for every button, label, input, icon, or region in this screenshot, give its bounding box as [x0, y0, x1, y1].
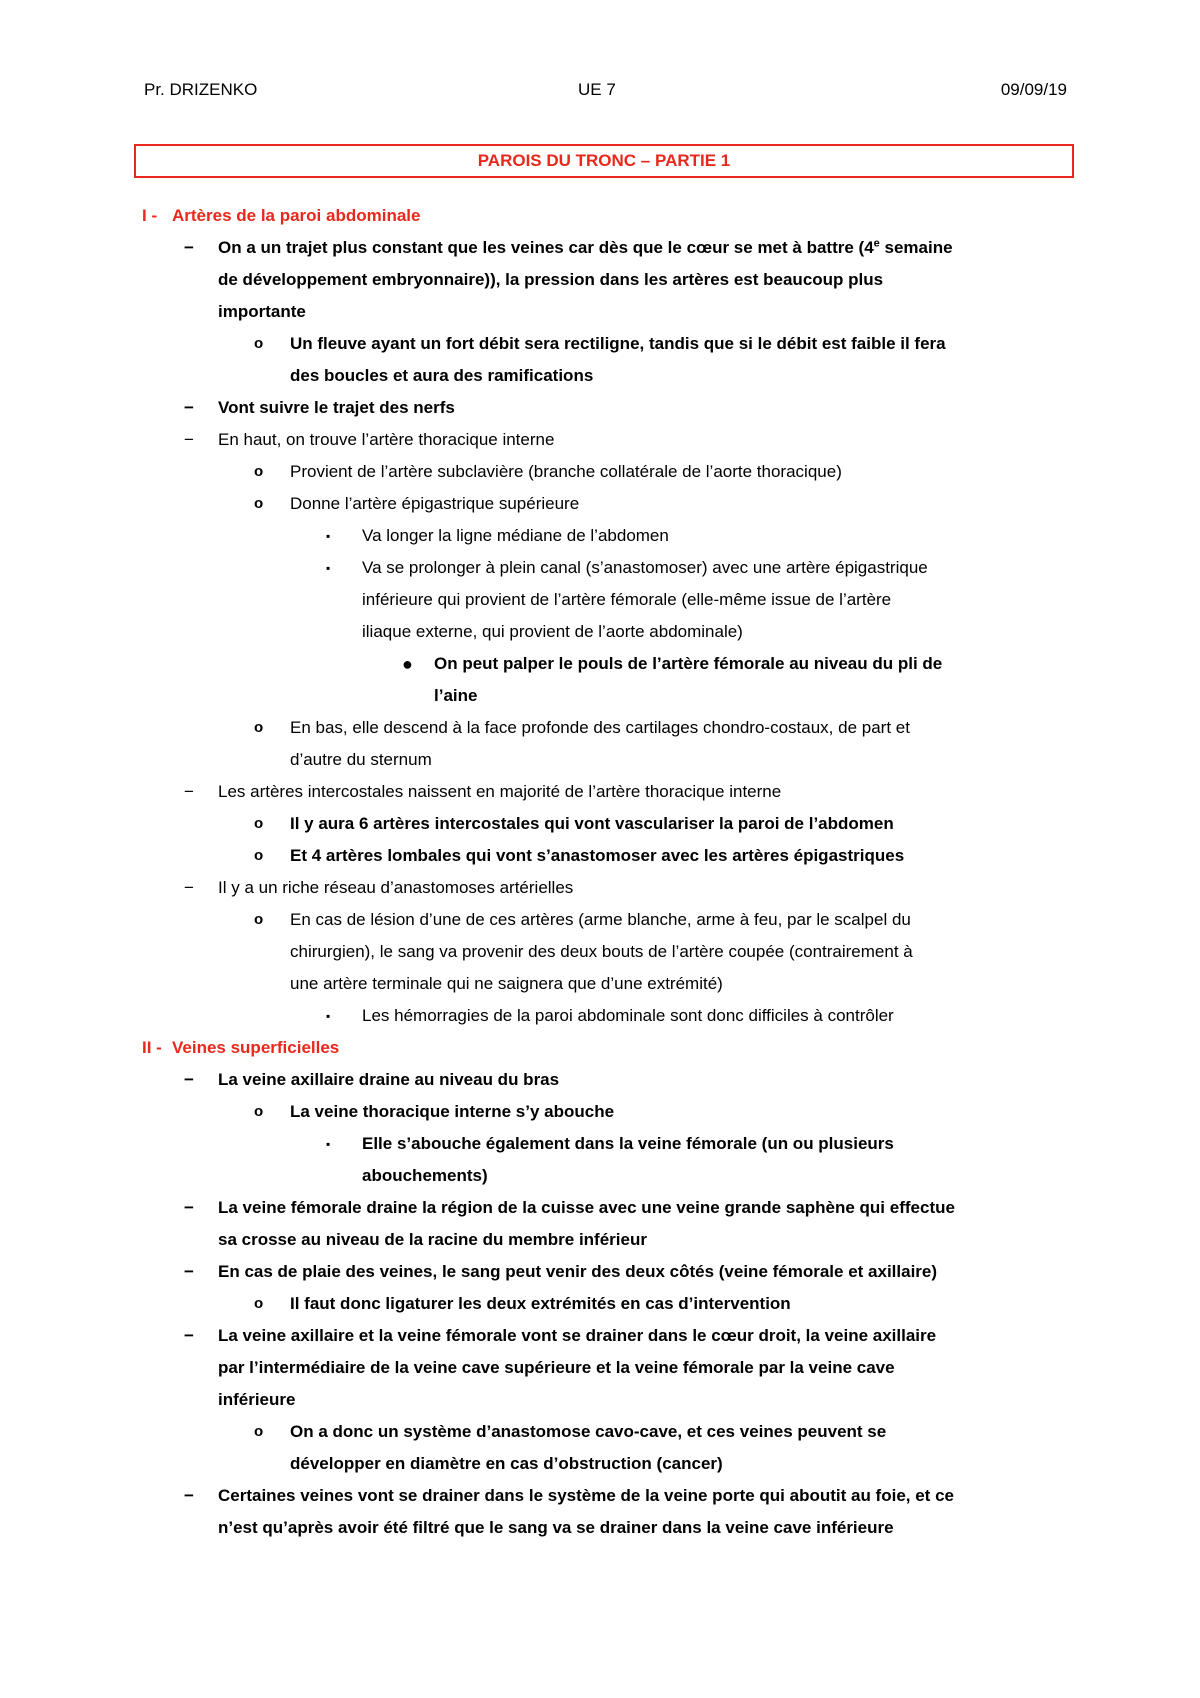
dot-bullet: ● — [402, 654, 413, 674]
list-item — [0, 1128, 1200, 1160]
item-text: Il y aura 6 artères intercostales qui vont vasculariser la paroi de l’abdomen — [290, 814, 894, 833]
item-text: On a donc un système d’anastomose cavo-cave, et ces veines peuvent se — [290, 1422, 887, 1441]
list-item — [0, 520, 1200, 552]
circle-bullet: o — [254, 1423, 264, 1440]
list-item-continuation — [0, 1160, 1200, 1192]
list-item — [0, 872, 1200, 904]
dash-bullet: − — [184, 782, 194, 801]
item-text: abouchements) — [362, 1166, 488, 1185]
item-text: La veine axillaire draine au niveau du bras — [218, 1070, 560, 1089]
list-item-continuation — [0, 1224, 1200, 1256]
item-text: d’autre du sternum — [290, 750, 432, 769]
list-item — [0, 808, 1200, 840]
item-text: inférieure — [218, 1390, 296, 1409]
list-item — [0, 1480, 1200, 1512]
list-item — [0, 1288, 1200, 1320]
item-text: de développement embryonnaire)), la pression dans les artères est beaucoup plus — [218, 270, 884, 289]
list-item — [0, 776, 1200, 808]
list-item-continuation — [0, 1448, 1200, 1480]
circle-bullet: o — [254, 1103, 264, 1120]
list-item — [0, 488, 1200, 520]
item-text: des boucles et aura des ramifications — [290, 366, 594, 385]
square-bullet: ▪ — [326, 1009, 331, 1023]
superscript: e — [873, 237, 880, 250]
item-text: Certaines veines vont se drainer dans le système de la veine porte qui aboutit au foie, et ce — [218, 1486, 954, 1505]
list-item — [0, 424, 1200, 456]
dash-bullet: − — [184, 398, 194, 417]
square-bullet: ▪ — [326, 529, 331, 543]
item-text: La veine axillaire et la veine fémorale vont se drainer dans le cœur droit, la veine axillaire — [218, 1326, 937, 1345]
circle-bullet: o — [254, 1295, 264, 1312]
item-text: Provient de l’artère subclavière (branche collatérale de l’aorte thoracique) — [290, 462, 842, 481]
item-text: Donne l’artère épigastrique supérieure — [290, 494, 580, 513]
list-item — [0, 1416, 1200, 1448]
dash-bullet: − — [184, 1198, 194, 1217]
header-date: 09/09/19 — [1000, 80, 1067, 99]
list-item-continuation — [0, 1512, 1200, 1544]
item-text: La veine thoracique interne s’y abouche — [290, 1102, 615, 1121]
item-text: En cas de lésion d’une de ces artères (arme blanche, arme à feu, par le scalpel du — [290, 910, 911, 929]
list-item-continuation — [0, 1352, 1200, 1384]
item-text: En bas, elle descend à la face profonde des cartilages chondro-costaux, de part et — [290, 718, 910, 737]
item-text: Elle s’abouche également dans la veine fémorale (un ou plusieurs — [362, 1134, 894, 1153]
dash-bullet: − — [184, 238, 194, 257]
circle-bullet: o — [254, 463, 264, 480]
list-item — [0, 392, 1200, 424]
list-item — [0, 712, 1200, 744]
header-author: Pr. DRIZENKO — [144, 80, 258, 99]
item-text: développer en diamètre en cas d’obstruction (cancer) — [290, 1454, 723, 1473]
text-part: semaine — [879, 238, 953, 257]
section-label: Artères de la paroi abdominale — [172, 206, 421, 225]
document-body — [0, 200, 1200, 1544]
list-item-continuation — [0, 264, 1200, 296]
dash-bullet: − — [184, 1326, 194, 1345]
item-text: par l’intermédiaire de la veine cave supérieure et la veine fémorale par la veine cave — [218, 1358, 895, 1377]
square-bullet: ▪ — [326, 1137, 331, 1151]
item-text: Les hémorragies de la paroi abdominale sont donc difficiles à contrôler — [362, 1006, 894, 1025]
item-text: une artère terminale qui ne saignera que d’une extrémité) — [290, 974, 723, 993]
dash-bullet: − — [184, 1486, 194, 1505]
item-text: inférieure qui provient de l’artère fémorale (elle-même issue de l’artère — [362, 590, 892, 609]
list-item — [0, 1320, 1200, 1352]
title-box — [134, 144, 1074, 178]
item-text — [218, 232, 953, 264]
list-item-continuation — [0, 744, 1200, 776]
list-item — [0, 1256, 1200, 1288]
dash-bullet: − — [184, 1262, 194, 1281]
list-item-continuation — [0, 680, 1200, 712]
item-text: Va se prolonger à plein canal (s’anastomoser) avec une artère épigastrique — [362, 558, 928, 577]
document-title: PAROIS DU TRONC – PARTIE 1 — [477, 151, 731, 170]
list-item-continuation — [0, 616, 1200, 648]
text-part: On a un trajet plus constant que les veines car dès que le cœur se met à battre (4 — [218, 238, 874, 257]
section-heading-veins — [0, 1032, 1200, 1064]
item-text: chirurgien), le sang va provenir des deux bouts de l’artère coupée (contrairement à — [290, 942, 913, 961]
section-heading-arteries — [0, 200, 1200, 232]
item-text: Il y a un riche réseau d’anastomoses artérielles — [218, 878, 574, 897]
list-item — [0, 1000, 1200, 1032]
list-item-continuation — [0, 1384, 1200, 1416]
list-item — [0, 456, 1200, 488]
item-text: Les artères intercostales naissent en majorité de l’artère thoracique interne — [218, 782, 782, 801]
list-item-continuation — [0, 296, 1200, 328]
list-item — [0, 1064, 1200, 1096]
circle-bullet: o — [254, 335, 264, 352]
list-item — [0, 232, 1200, 264]
circle-bullet: o — [254, 911, 264, 928]
list-item — [0, 1096, 1200, 1128]
item-text: Il faut donc ligaturer les deux extrémités en cas d’intervention — [290, 1294, 791, 1313]
item-text: En cas de plaie des veines, le sang peut venir des deux côtés (veine fémorale et axillaire) — [218, 1262, 938, 1281]
item-text: Un fleuve ayant un fort débit sera rectiligne, tandis que si le débit est faible il fera — [290, 334, 946, 353]
item-text: Et 4 artères lombales qui vont s’anastomoser avec les artères épigastriques — [290, 846, 905, 865]
item-text: importante — [218, 302, 306, 321]
list-item — [0, 1192, 1200, 1224]
circle-bullet: o — [254, 847, 264, 864]
item-text: l’aine — [434, 686, 478, 705]
list-item-continuation — [0, 360, 1200, 392]
item-text: On peut palper le pouls de l’artère fémorale au niveau du pli de — [434, 654, 943, 673]
item-text: En haut, on trouve l’artère thoracique interne — [218, 430, 555, 449]
section-label: Veines superficielles — [172, 1038, 340, 1057]
item-text: Vont suivre le trajet des nerfs — [218, 398, 455, 417]
item-text: sa crosse au niveau de la racine du membre inférieur — [218, 1230, 647, 1249]
circle-bullet: o — [254, 719, 264, 736]
header-unit: UE 7 — [578, 80, 616, 99]
section-number: I - — [142, 206, 158, 225]
list-item-continuation — [0, 584, 1200, 616]
dash-bullet: − — [184, 1070, 194, 1089]
square-bullet: ▪ — [326, 561, 331, 575]
item-text: n’est qu’après avoir été filtré que le sang va se drainer dans la veine cave inférieure — [218, 1518, 894, 1537]
item-text: Va longer la ligne médiane de l’abdomen — [362, 526, 669, 545]
list-item — [0, 840, 1200, 872]
list-item — [0, 328, 1200, 360]
circle-bullet: o — [254, 815, 264, 832]
list-item-continuation — [0, 936, 1200, 968]
list-item-continuation — [0, 968, 1200, 1000]
dash-bullet: − — [184, 430, 194, 449]
item-text: iliaque externe, qui provient de l’aorte abdominale) — [362, 622, 743, 641]
list-item — [0, 904, 1200, 936]
list-item — [0, 552, 1200, 584]
dash-bullet: − — [184, 878, 194, 897]
section-number: II - — [142, 1038, 162, 1057]
item-text: La veine fémorale draine la région de la cuisse avec une veine grande saphène qui effectue — [218, 1198, 955, 1217]
list-item — [0, 648, 1200, 680]
circle-bullet: o — [254, 495, 264, 512]
